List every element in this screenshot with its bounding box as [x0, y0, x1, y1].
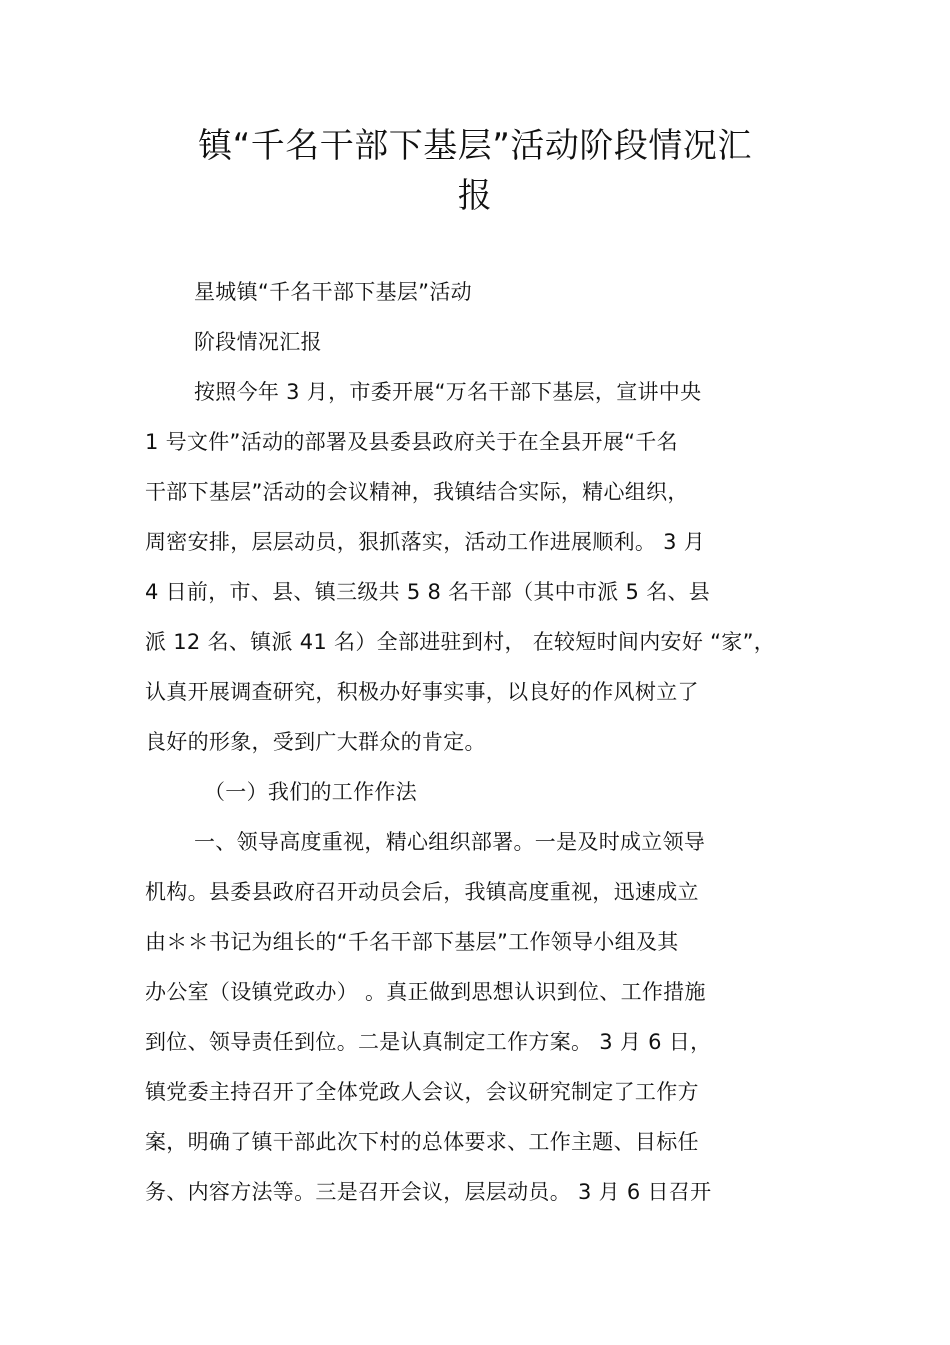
paragraph-line: 由＊＊书记为组长的“千名干部下基层”工作领导小组及其: [145, 930, 679, 954]
paragraph-line: 按照今年 3 月，市委开展“万名干部下基层，宣讲中央: [194, 380, 702, 404]
paragraph-line: 到位、领导责任到位。二是认真制定工作方案。 3 月 6 日，: [145, 1030, 712, 1054]
paragraph-line: 良好的形象，受到广大群众的肯定。: [145, 730, 486, 754]
subtitle-line-2: 阶段情况汇报: [194, 330, 322, 354]
paragraph-line: 1 号文件”活动的部署及县委县政府关于在全县开展“千名: [145, 430, 678, 454]
paragraph-line: 务、内容方法等。三是召开会议，层层动员。 3 月 6 日召开: [145, 1180, 712, 1204]
paragraph-line: 案，明确了镇干部此次下村的总体要求、工作主题、目标任: [145, 1130, 699, 1154]
document-title-line-2: 报: [457, 176, 493, 216]
paragraph-line: 镇党委主持召开了全体党政人会议，会议研究制定了工作方: [145, 1080, 699, 1104]
paragraph-line: 干部下基层”活动的会议精神，我镇结合实际，精心组织，: [145, 480, 689, 504]
paragraph-line: 一、领导高度重视，精心组织部署。一是及时成立领导: [194, 830, 706, 854]
paragraph-line: 4 日前，市、县、镇三级共 5 8 名干部（其中市派 5 名、县: [145, 580, 711, 604]
paragraph-line: 机构。县委县政府召开动员会后，我镇高度重视，迅速成立: [145, 880, 699, 904]
section-heading: （一）我们的工作作法: [204, 780, 417, 804]
paragraph-line: 认真开展调查研究，积极办好事实事，以良好的作风树立了: [145, 680, 699, 704]
paragraph-line: 周密安排，层层动员，狠抓落实，活动工作进展顺利。 3 月: [145, 530, 706, 554]
subtitle-line-1: 星城镇“千名干部下基层”活动: [194, 280, 472, 304]
paragraph-line: 办公室（设镇党政办） 。真正做到思想认识到位、工作措施: [145, 980, 706, 1004]
paragraph-line: 派 12 名、镇派 41 名）全部进驻到村， 在较短时间内安好 “家”，: [145, 630, 776, 654]
document-title-line-1: 镇“千名干部下基层”活动阶段情况汇: [198, 126, 752, 166]
